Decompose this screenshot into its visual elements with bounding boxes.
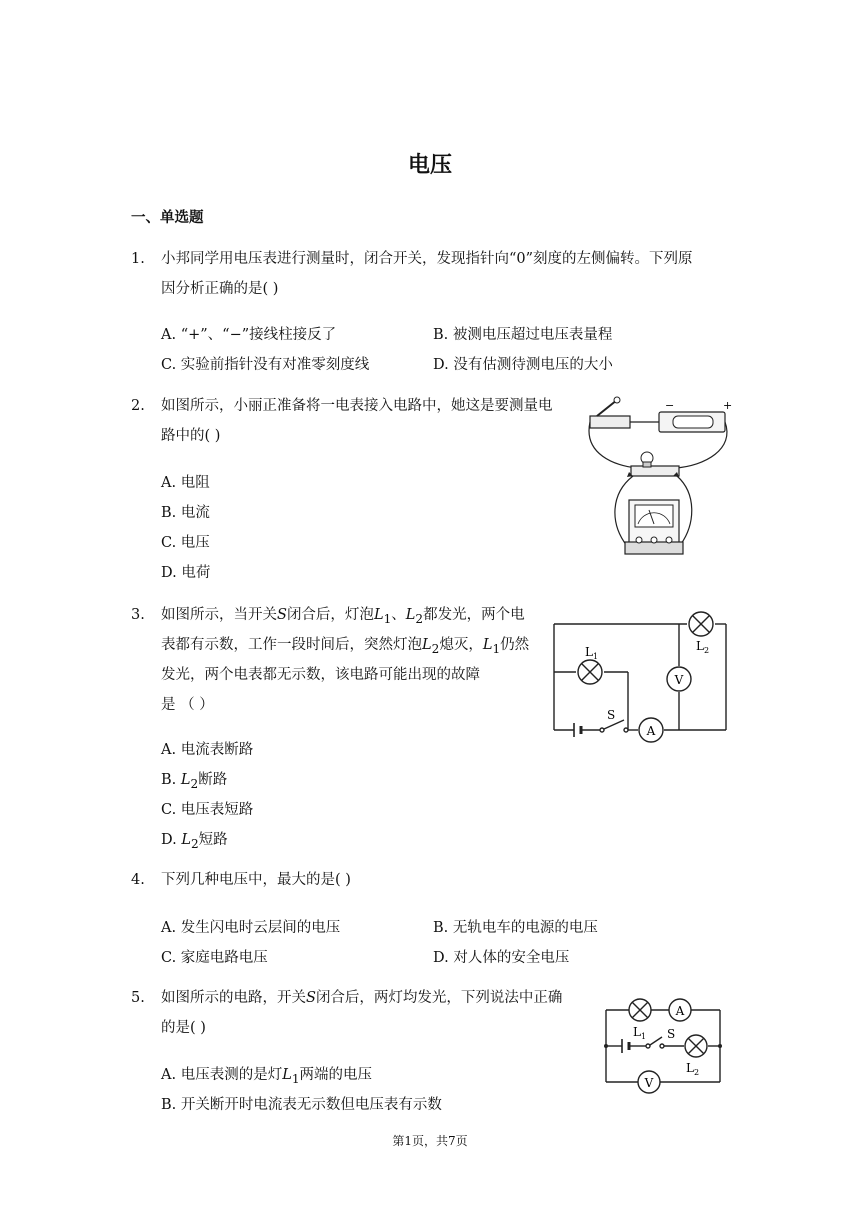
option-letter: B. [161, 772, 181, 788]
ammeter-label: A [646, 724, 656, 738]
subscript: 2 [190, 836, 199, 851]
option-b: B. 被测电压超过电压表量程 [433, 327, 613, 343]
text-run: 两端的电压 [299, 1067, 373, 1083]
question-text-line: 发光，两个电表都无示数，该电路可能出现的故障 [161, 667, 480, 683]
subscript: 1 [492, 641, 501, 656]
l1-label: L [585, 645, 593, 659]
subscript: 1 [291, 1071, 300, 1086]
text-run: 如图所示的电路，开关 [161, 990, 306, 1006]
question-text-line: 的是( ) [161, 1020, 206, 1036]
switch-label: S [607, 708, 616, 722]
question-text-line: 路中的( ) [161, 428, 221, 444]
question-number: 1. [131, 251, 145, 267]
option-a: A. 发生闪电时云层间的电压 [161, 920, 341, 936]
option-a: A. “+”、“−”接线柱接反了 [161, 327, 337, 343]
l1-label: L [633, 1025, 641, 1039]
option-a: A. 电阻 [161, 475, 210, 491]
option-b: B. 开关断开时电流表无示数但电压表有示数 [161, 1097, 442, 1113]
l2-subscript: 2 [704, 646, 710, 655]
voltmeter-label: V [644, 1076, 654, 1090]
text-run: 熄灭， [439, 637, 483, 653]
question-text-line [161, 983, 562, 1013]
option-a: A. 电流表断路 [161, 742, 254, 758]
circuit-diagram-q3 [548, 604, 732, 746]
plus-terminal-label: + [723, 399, 733, 412]
text-run: 、 [391, 607, 406, 623]
lamp-symbol: L [405, 607, 416, 623]
text-run: 仍然 [500, 637, 530, 653]
l2-label: L [686, 1061, 694, 1075]
lamp-symbol: L [282, 1067, 292, 1083]
question-number: 3. [131, 607, 145, 623]
voltmeter-label: V [674, 673, 684, 687]
question-number: 2. [131, 398, 145, 414]
question-text-line: 是 （ ） [161, 697, 214, 713]
question-number: 5. [131, 990, 145, 1006]
option-b [161, 768, 227, 791]
l1-subscript: 1 [641, 1032, 647, 1041]
option-c: C. 家庭电路电压 [161, 950, 268, 966]
text-run: 都发光，两个电 [423, 607, 525, 623]
option-d: D. 对人体的安全电压 [433, 950, 570, 966]
section-heading: 一、单选题 [131, 210, 204, 226]
option-a [161, 1063, 372, 1086]
question-text-line [161, 600, 525, 634]
subscript: 2 [415, 611, 424, 626]
option-b: B. 电流 [161, 505, 210, 521]
question-text-line: 下列几种电压中，最大的是( ) [161, 872, 351, 888]
option-c: C. 电压 [161, 535, 210, 551]
option-c: C. 实验前指针没有对准零刻度线 [161, 357, 370, 373]
lamp-symbol: L [422, 637, 432, 653]
text-run: 闭合后，灯泡 [286, 607, 374, 623]
question-text-line: 如图所示，小丽正准备将一电表接入电路中，她这是要测量电 [161, 398, 553, 414]
option-c: C. 电压表短路 [161, 802, 254, 818]
circuit-diagram-q5 [600, 994, 728, 1098]
ammeter-label: A [675, 1004, 685, 1018]
meter-circuit-illustration [585, 394, 735, 560]
minus-terminal-label: − [665, 399, 675, 412]
lamp-symbol: L [373, 607, 384, 623]
option-d: D. 电荷 [161, 565, 211, 581]
text-run: 表都有示数，工作一段时间后，突然灯泡 [161, 637, 422, 653]
l1-subscript: 1 [593, 652, 599, 661]
subscript: 1 [383, 611, 392, 626]
question-text-line: 小邦同学用电压表进行测量时，闭合开关，发现指针向“0”刻度的左侧偏转。下列原 [161, 251, 693, 267]
text-run: 闭合后，两灯均发光，下列说法中正确 [315, 990, 563, 1006]
option-b: B. 无轨电车的电源的电压 [433, 920, 598, 936]
option-d [161, 828, 228, 851]
page-title: 电压 [407, 153, 452, 178]
question-text-line: 因分析正确的是( ) [161, 281, 279, 297]
lamp-symbol: L [180, 772, 191, 788]
option-d: D. 没有估测待测电压的大小 [433, 357, 613, 373]
text-run: 短路 [198, 832, 228, 848]
question-text-line [161, 630, 529, 664]
lamp-symbol: L [181, 832, 191, 848]
l2-label: L [696, 639, 704, 653]
lamp-symbol: L [482, 637, 493, 653]
question-number: 4. [131, 872, 145, 888]
option-letter: D. [161, 832, 182, 848]
page-footer: 第1页，共7页 [392, 1134, 468, 1148]
l2-subscript: 2 [694, 1068, 700, 1077]
text-run: 如图所示，当开关 [161, 607, 277, 623]
switch-label: S [667, 1027, 676, 1041]
switch-symbol: S [277, 607, 287, 623]
text-run: A. 电压表测的是灯 [161, 1067, 283, 1083]
subscript: 2 [190, 776, 199, 791]
text-run: 断路 [198, 772, 228, 788]
switch-symbol: S [306, 990, 316, 1006]
subscript: 2 [431, 641, 440, 656]
